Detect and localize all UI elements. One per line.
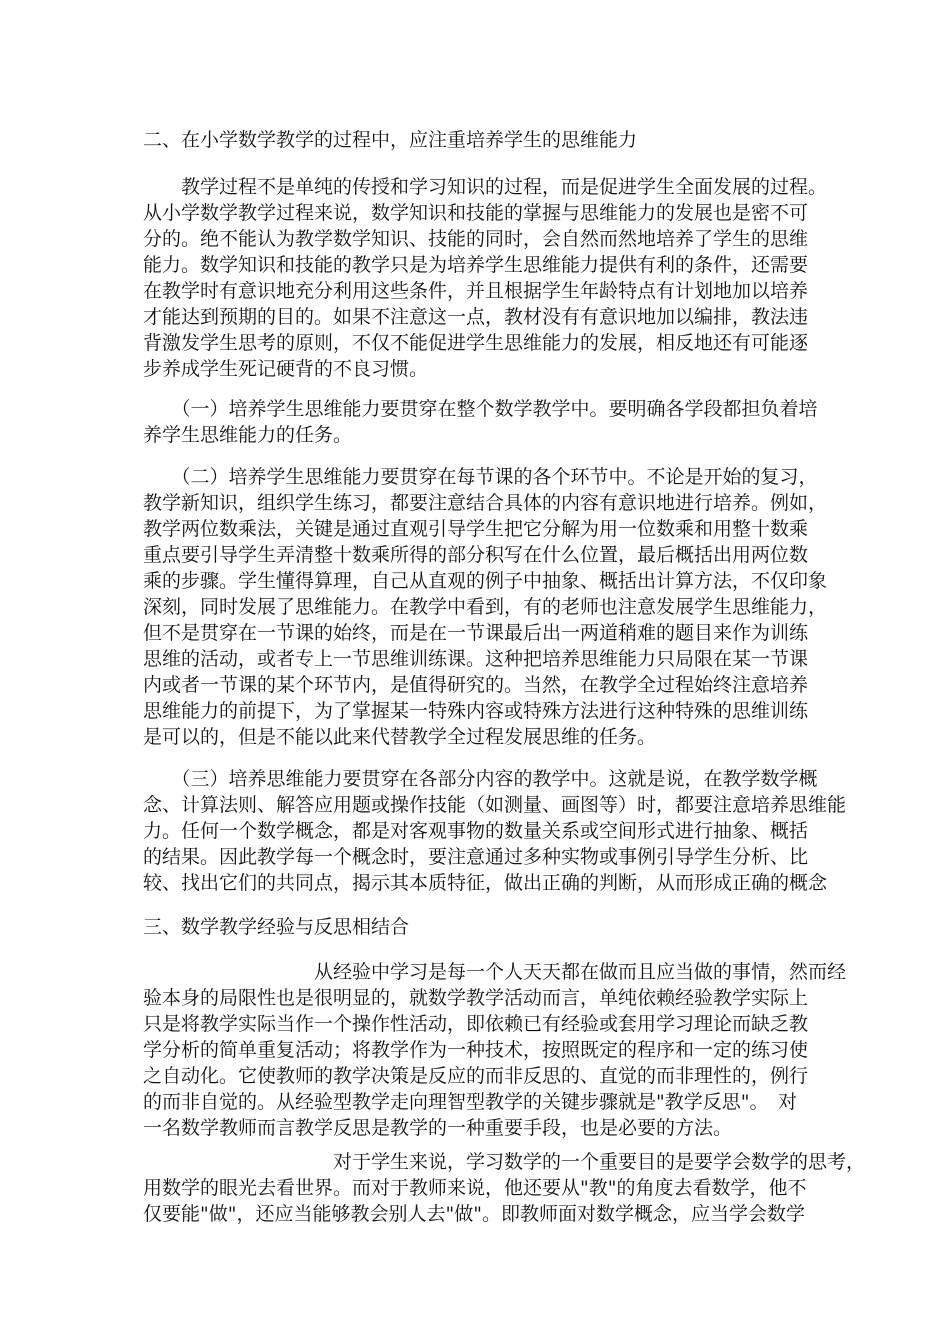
paragraph-line: 仅要能"做"，还应当能够教会别人去"做"。即教师面对数学概念，应当学会数学	[143, 1203, 805, 1225]
paragraph-line: 验本身的局限性也是很明显的，就数学教学活动而言，单纯依赖经验教学实际上	[143, 987, 809, 1009]
paragraph-line: 之自动化。它使教师的教学决策是反应的而非反思的、直觉的而非理性的，例行	[143, 1065, 809, 1087]
paragraph-line: 但不是贯穿在一节课的始终，而是在一节课最后出一两道稍难的题目来作为训练	[143, 622, 809, 644]
paragraph-line: 是可以的，但是不能以此来代替教学全过程发展思维的任务。	[143, 726, 657, 748]
paragraph-line: 在教学时有意识地充分利用这些条件，并且根据学生年龄特点有计划地加以培养	[143, 280, 809, 302]
paragraph-line: （二）培养学生思维能力要贯穿在每节课的各个环节中。不论是开始的复习，	[143, 466, 818, 488]
paragraph-line: 步养成学生死记硬背的不良习惯。	[143, 358, 429, 380]
paragraph-line: 内或者一节课的某个环节内，是值得研究的。当然，在教学全过程始终注意培养	[143, 674, 809, 696]
paragraph-line: 重点要引导学生弄清整十数乘所得的部分积写在什么位置，最后概括出用两位数	[143, 544, 809, 566]
paragraph-line: 能力。数学知识和技能的教学只是为培养学生思维能力提供有利的条件，还需要	[143, 254, 809, 276]
paragraph-line: 深刻，同时发展了思维能力。在教学中看到，有的老师也注意发展学生思维能力，	[143, 596, 828, 618]
paragraph-line: 一名数学教师而言教学反思是教学的一种重要手段，也是必要的方法。	[143, 1117, 733, 1139]
section-heading-3: 三、数学教学经验与反思相结合	[143, 916, 410, 938]
paragraph-line: 较、找出它们的共同点，揭示其本质特征，做出正确的判断，从而形成正确的概念	[143, 872, 828, 894]
paragraph-line: 才能达到预期的目的。如果不注意这一点，教材没有有意识地加以编排，教法违	[143, 306, 809, 328]
paragraph-line: 学分析的简单重复活动；将教学作为一种技术，按照既定的程序和一定的练习使	[143, 1039, 809, 1061]
paragraph-line: 念、计算法则、解答应用题或操作技能（如测量、画图等）时，都要注意培养思维能	[143, 794, 847, 816]
paragraph-line: 分的。绝不能认为教学数学知识、技能的同时，会自然而然地培养了学生的思维	[143, 228, 809, 250]
paragraph-line: （一）培养学生思维能力要贯穿在整个数学教学中。要明确各学段都担负着培	[143, 398, 818, 420]
paragraph-line: 乘的步骤。学生懂得算理，自己从直观的例子中抽象、概括出计算方法，不仅印象	[143, 570, 828, 592]
paragraph-line: 对于学生来说，学习数学的一个重要目的是要学会数学的思考，	[143, 1151, 866, 1173]
paragraph-line: 的结果。因此教学每一个概念时，要注意通过多种实物或事例引导学生分析、比	[143, 846, 809, 868]
paragraph-line: 用数学的眼光去看世界。而对于教师来说，他还要从"教"的角度去看数学，他不	[143, 1177, 807, 1199]
paragraph-line: 从小学数学教学过程来说，数学知识和技能的掌握与思维能力的发展也是密不可	[143, 202, 809, 224]
paragraph-line: 只是将教学实际当作一个操作性活动，即依赖已有经验或套用学习理论而缺乏教	[143, 1013, 809, 1035]
paragraph-line: 教学两位数乘法，关键是通过直观引导学生把它分解为用一位数乘和用整十数乘	[143, 518, 809, 540]
paragraph-line: 背激发学生思考的原则，不仅不能促进学生思维能力的发展，相反地还有可能逐	[143, 332, 809, 354]
paragraph-line: 思维能力的前提下，为了掌握某一特殊内容或特殊方法进行这种特殊的思维训练	[143, 700, 809, 722]
paragraph-line: 力。任何一个数学概念，都是对客观事物的数量关系或空间形式进行抽象、概括	[143, 820, 809, 842]
paragraph-line: 教学过程不是单纯的传授和学习知识的过程，而是促进学生全面发展的过程。	[143, 176, 828, 198]
paragraph-line: 的而非自觉的。从经验型教学走向理智型教学的关键步骤就是"教学反思"。 对	[143, 1091, 797, 1113]
paragraph-line: 思维的活动，或者专上一节思维训练课。这种把培养思维能力只局限在某一节课	[143, 648, 809, 670]
paragraph-line: 从经验中学习是每一个人天天都在做而且应当做的事情，然而经	[143, 961, 847, 983]
paragraph-line: 养学生思维能力的任务。	[143, 424, 353, 446]
paragraph-line: （三）培养思维能力要贯穿在各部分内容的教学中。这就是说，在教学数学概	[143, 768, 818, 790]
paragraph-line: 教学新知识，组织学生练习，都要注意结合具体的内容有意识地进行培养。例如，	[143, 492, 828, 514]
section-heading-2: 二、在小学数学教学的过程中，应注重培养学生的思维能力	[143, 129, 638, 151]
